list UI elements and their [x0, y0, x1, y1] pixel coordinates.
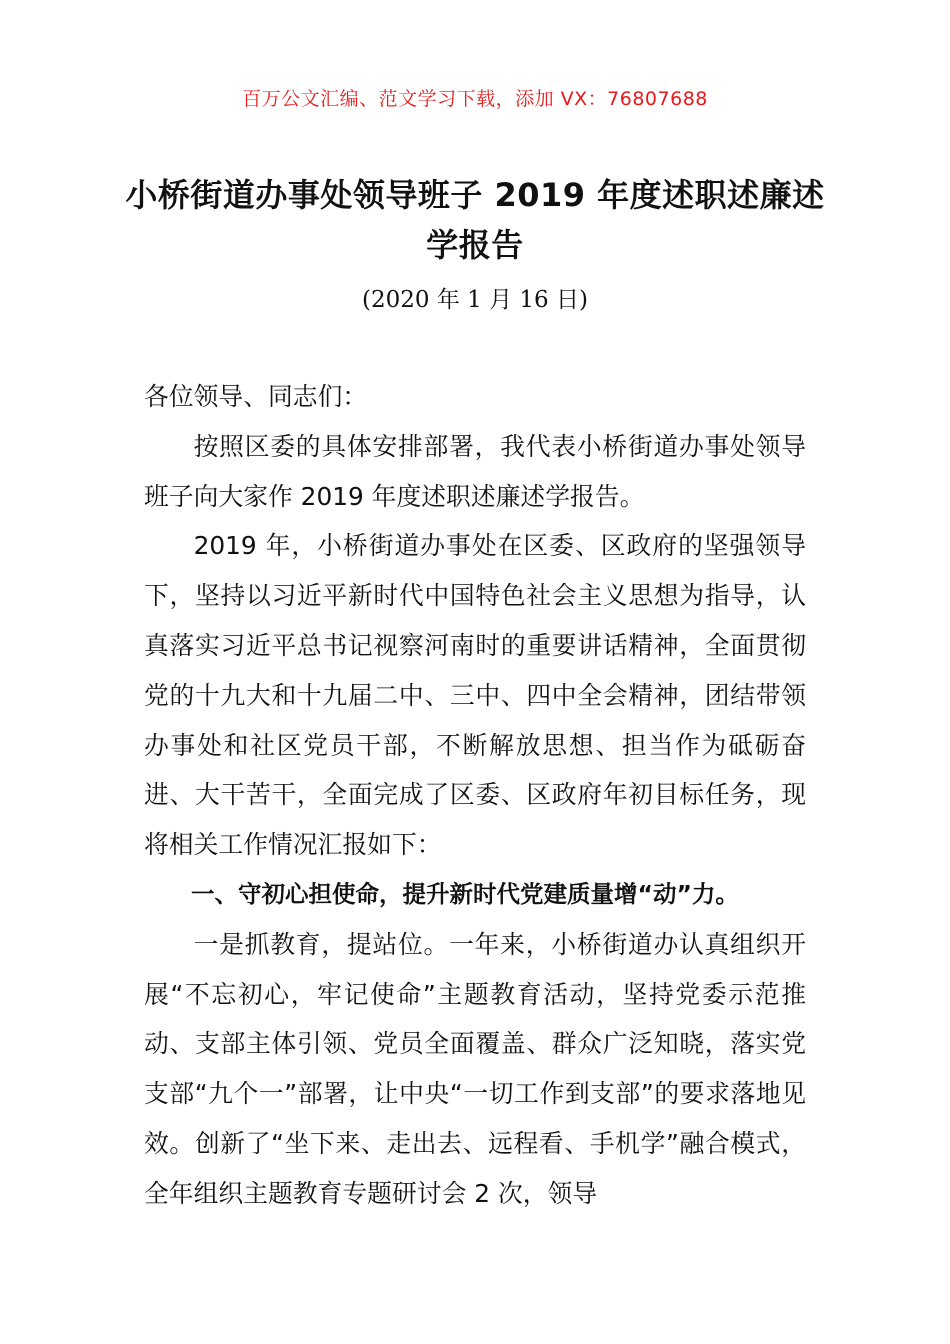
paragraph: 一是抓教育，提站位。一年来，小桥街道办认真组织开展“不忘初心，牢记使命”主题教育活动，坚持党委示范推动、支部主体引领、党员全面覆盖、群众广泛知晓，落实党支部“九个一”部署，让中央“一切工作到支部”的要求落地见效。创新了“坐下来、走出去、远程看、手机学”融合模式，全年组织主题教育专题研讨会 2 次，领导	[144, 929, 806, 1208]
salutation: 各位领导、同志们：	[144, 382, 368, 411]
document-date: (2020 年 1 月 16 日)	[362, 287, 588, 313]
watermark-text: 百万公文汇编、范文学习下载，添加 VX：76807688	[242, 88, 708, 110]
document-body	[144, 372, 806, 1219]
paragraph: 2019 年，小桥街道办事处在区委、区政府的坚强领导下，坚持以习近平新时代中国特色社会主义思想为指导，认真落实习近平总书记视察河南时的重要讲话精神，全面贯彻党的十九大和十九届二中、三中、四中全会精神，团结带领办事处和社区党员干部，不断解放思想、担当作为砥砺奋进、大干苦干，全面完成了区委、区政府年初目标任务，现将相关工作情况汇报如下：	[144, 531, 806, 860]
paragraph: 按照区委的具体安排部署，我代表小桥街道办事处领导班子向大家作 2019 年度述职述廉述学报告。	[144, 431, 806, 511]
section-heading: 一、守初心担使命，提升新时代党建质量增“动”力。	[191, 879, 739, 908]
document-title: 小桥街道办事处领导班子 2019 年度述职述廉述学报告	[125, 176, 825, 264]
